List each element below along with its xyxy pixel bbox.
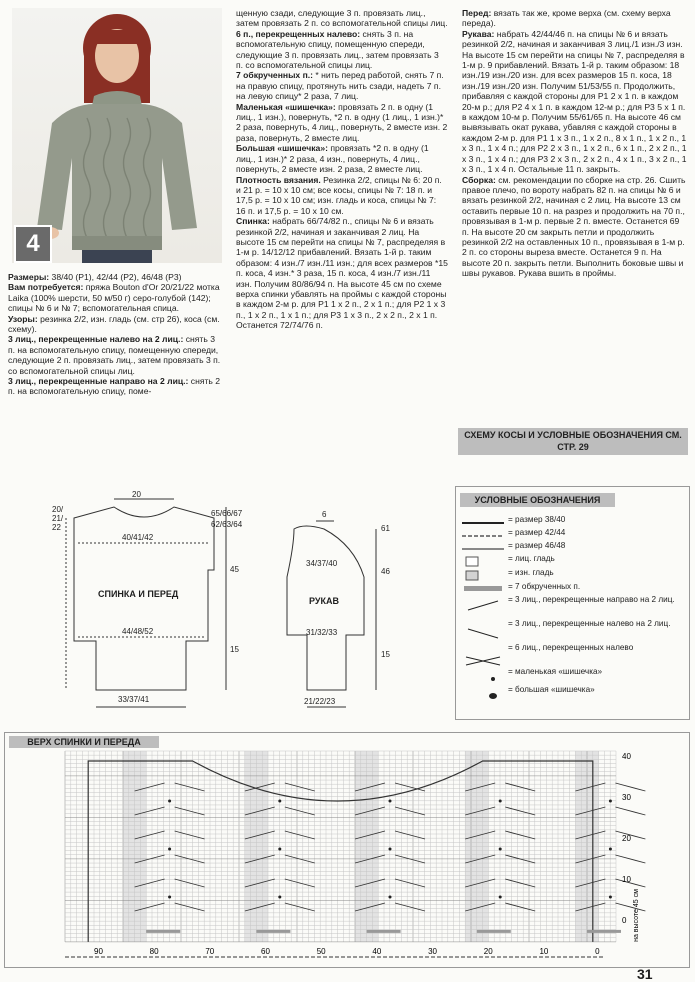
sleeve-top: 6 — [322, 510, 327, 519]
cable-cross-mark — [285, 903, 315, 911]
scheme-reference-text: СХЕМУ КОСЫ И УСЛОВНЫЕ ОБОЗНАЧЕНИЯ СМ. СТР. 29 — [464, 430, 682, 452]
cable-cross-mark — [395, 831, 425, 839]
paragraph-text: набрать 42/44/46 п. на спицы № 6 и вязать резинкой 2/2, начиная и заканчивая 3 лиц./1 изн./3 изн. На высоте 15 см перейти на спицы № 7, распределяя в 1-м р. 9 прибавлений. Вязать 1-й р. таким образом: 18 изн./19 изн./20 изн. для всех размеров 15 п. коса, 18 изн./19 изн./20 изн. Получим 51/53/55 п. Продолжить, прибавляя с каждой стороны для P1 2 х 1 п. в каждом 20-м р.; для P2 4 х 1 п. в каждом 12-м р.; для P3 5 х 1 п. в каждом 10-м р. Получим 55/61/65 п. На высоте 46 см вывязывать окат рукава, убавляя с каждой стороны в каждом 2-м р. для P1 1 х 3 п., 1 х 2 п., 8 х 1 п., 1 х 2 п., 1 х 3 п., 1 х 4 п.; для P2 2 х 3 п., 1 х 2 п., 6 х 1 п., 2 х 2 п., 1 х 3 п., 1 х 4 п.; для P3 2 х 3 п., 2 х 2 п., 4 х 1 п., 3 х 2 п., 1 х 3 п., 1 х 4 п. Остальные 11 п. закрыть. — [462, 28, 687, 175]
paragraph — [462, 8, 687, 29]
cable-cross-mark — [175, 831, 205, 839]
cable-cross-mark — [505, 831, 535, 839]
legend-item: = 3 лиц., перекрещенные налево на 2 лиц. — [508, 619, 671, 628]
paragraph-text: провязать *2 п. в одну (1 лиц., 1 изн.)* 2 раза, 4 изн., повернуть, 4 лиц., повернуть, 2 вместе изн. 2 раза, 2 вместе лиц. — [236, 143, 429, 175]
x-tick-label: 60 — [261, 946, 270, 956]
legend-item: = лиц. гладь — [508, 554, 555, 563]
legend-item: = размер 42/44 — [508, 528, 566, 537]
paragraph — [236, 8, 448, 29]
paragraph-heading: Вам потребуется: — [8, 282, 84, 293]
y-tick-label: 30 — [622, 793, 631, 802]
cable-cross-mark — [175, 807, 205, 815]
wrapped-stitches-mark — [477, 930, 511, 933]
paragraph — [8, 376, 221, 397]
body-shoulder-drop: 20/ 21/ 22 — [52, 505, 64, 532]
cable-cross-mark — [615, 783, 645, 791]
paragraph-heading: Спинка: — [236, 216, 270, 227]
paragraph — [236, 102, 448, 144]
bobble-mark — [389, 848, 392, 851]
bobble-mark — [278, 800, 281, 803]
chart-panel — [4, 732, 690, 968]
paragraph-text: 38/40 (P1), 42/44 (P2), 46/48 (P3) — [49, 272, 182, 282]
cable-cross-mark — [505, 879, 535, 887]
bobble-mark — [609, 896, 612, 899]
paragraph-text: снять 3 п. на вспомогательную спицу, помещенную спереди, следующие 3 п. провязать лиц., затем провязать 3 п. со вспомогательной спицы лиц. — [236, 28, 439, 71]
paragraph — [462, 175, 687, 279]
paragraph-text: щенную сзади, следующие 3 п. провязать лиц., затем провязать 2 п. со вспомогательной спицы лиц. — [236, 8, 448, 29]
legend-title: УСЛОВНЫЕ ОБОЗНАЧЕНИЯ — [460, 493, 615, 507]
height-note: на высоте 45 см — [633, 889, 640, 942]
paragraph-text: набрать 66/74/82 п., спицы № 6 и вязать резинкой 2/2, начиная и заканчивая 2 лиц. На высоте 15 см перейти на спицы № 7, распределяя в 1-м р. 14/12/12 прибавлений. Вязать 1-й р. таким образом: 4 изн./7 изн./11 изн.; для всех размеров *15 п. коса, 4 изн.* 3 раза, 15 п. коса, 4 изн./7 изн./11 изн. Получим 80/86/94 п. На высоте 45 см по схеме верха спинки убавлять на проймы с каждой стороны в каждом 2-м р. для P1 1 х 2 п., 2 х 1 п.; для P2 1 х 3 п., 1 х 2 п., 1 х 1 п.; для P3 1 х 3 п., 2 х 2 п., 2 х 1 п. Останется 72/74/76 п. — [236, 216, 448, 331]
bobble-mark — [168, 896, 171, 899]
paragraph — [236, 143, 448, 174]
paragraph-heading: Перед: — [462, 8, 492, 18]
legend-item: = 7 обкрученных п. — [508, 582, 581, 591]
paragraph-heading: Большая «шишечка»: — [236, 143, 328, 154]
paragraph-text: см. рекомендации по сборке на стр. 26. Сшить правое плечо, по вороту набрать 82 п. на спицы № 6 и вязать резинкой 2/2, начиная с 2 лиц. На высоте 13 см оставить первые 10 п. на разрез и продолжить на 70 п., провязывая в 1-м р. первые 2 п. вместе. Останется 69 п. На высоте 20 см закрыть петли и продолжить резинкой 2/2 на оставленных 10 п., провязывая в 1-м р. 2 п. со стороны выреза вместе. Останется 9 п. На высоте 20 п. закрыть петли. Выполнить боковые швы и швы рукавов. Рукава вшить в проймы. — [462, 174, 686, 279]
paragraph — [236, 70, 448, 101]
cable-cross-mark — [175, 879, 205, 887]
paragraph-text: провязать 2 п. в одну (1 лиц., 1 изн.), повернуть, *2 п. в одну (1 лиц., 1 изн.)* 2 раза, повернуть, 4 лиц., повернуть, 2 вместе изн. 2 раза, повернуть, 2 вместе лиц. — [236, 101, 448, 143]
paragraph-heading: Маленькая «шишечка»: — [236, 101, 336, 112]
paragraph-heading: Рукава: — [462, 28, 495, 39]
cable-cross-mark — [175, 903, 205, 911]
chart-gridlines — [65, 751, 616, 942]
bobble-mark — [499, 896, 502, 899]
bobble-mark — [278, 896, 281, 899]
sleeve-label: РУКАВ — [309, 596, 339, 606]
sleeve-rib-width: 21/22/23 — [304, 697, 336, 706]
x-tick-label: 30 — [428, 946, 437, 956]
body-label: СПИНКА И ПЕРЕД — [98, 589, 179, 599]
x-tick-label: 20 — [483, 946, 493, 956]
cable-cross-mark — [615, 807, 645, 815]
paragraph-text: снять 3 п. на вспомогательную спицу, помещенную спереди, следующие 2 п. провязать лиц., затем провязать 3 п. со вспомогательной спицы лиц. — [8, 334, 221, 376]
paragraph-text: пряжа Bouton d'Or 20/21/22 мотка Laika (100% шерсти, 50 м/50 г) серо-голубой (142); спицы № 6 и № 7; вспомогательная спица. — [8, 282, 220, 314]
bobble-mark — [168, 848, 171, 851]
body-rib-width: 33/37/41 — [118, 695, 150, 704]
legend-item: = маленькая «шишечка» — [508, 667, 603, 676]
paragraph-heading: Сборка: — [462, 174, 496, 185]
chart-grid — [5, 733, 689, 967]
bobble-mark — [609, 848, 612, 851]
x-tick-label: 10 — [539, 946, 549, 956]
sleeve-height-1: 61 — [381, 524, 390, 533]
body-height-3: 45 — [230, 565, 239, 574]
cable-cross-mark — [285, 879, 315, 887]
text-column-1 — [8, 272, 221, 397]
cable-cross-mark — [285, 831, 315, 839]
legend-item: = размер 46/48 — [508, 541, 566, 550]
paragraph-heading: Плотность вязания. — [236, 174, 321, 185]
cable-cross-mark — [505, 903, 535, 911]
bobble-mark — [499, 848, 502, 851]
bobble-mark — [389, 896, 392, 899]
legend-item: = 3 лиц., перекрещенные направо на 2 лиц. — [508, 595, 675, 604]
body-height-4: 15 — [230, 645, 239, 654]
legend-item: = изн. гладь — [508, 568, 554, 577]
x-tick-label: 70 — [205, 946, 215, 956]
paragraph-heading: 7 обкрученных п.: — [236, 70, 314, 81]
pattern-number-badge: 4 — [14, 225, 52, 263]
paragraph — [8, 282, 221, 313]
paragraph-text: снять 2 п. на вспомогательную спицу, поме- — [8, 376, 221, 397]
x-tick-label: 40 — [372, 946, 382, 956]
x-tick-label: 50 — [316, 946, 326, 956]
body-height-2: 62/63/64 — [211, 520, 243, 529]
cable-cross-mark — [395, 879, 425, 887]
cable-cross-mark — [505, 807, 535, 815]
paragraph — [8, 272, 221, 282]
sleeve-lower-width: 31/32/33 — [306, 628, 338, 637]
paragraph-heading: Размеры: — [8, 272, 50, 282]
cable-cross-mark — [615, 903, 645, 911]
bobble-mark — [389, 800, 392, 803]
paragraph-heading: 3 лиц., перекрещенные налево на 2 лиц.: — [8, 334, 184, 345]
bobble-mark — [168, 800, 171, 803]
cable-cross-mark — [395, 807, 425, 815]
paragraph-text: вязать так же, кроме верха (см. схему верха переда). — [462, 8, 671, 29]
legend-symbols — [460, 515, 506, 715]
paragraph — [8, 334, 221, 376]
y-tick-label: 0 — [622, 916, 627, 925]
text-column-2 — [236, 8, 448, 331]
paragraph-heading: Узоры: — [8, 313, 38, 324]
legend-item: = размер 38/40 — [508, 515, 566, 524]
y-tick-label: 40 — [622, 752, 631, 761]
paragraph-text: резинка 2/2, изн. гладь (см. стр 26), коса (см. схему). — [8, 313, 220, 335]
y-tick-label: 20 — [622, 834, 631, 843]
bobble-mark — [278, 848, 281, 851]
paragraph — [462, 29, 687, 175]
chart-title: ВЕРХ СПИНКИ И ПЕРЕДА — [9, 736, 159, 748]
cable-cross-mark — [285, 807, 315, 815]
paragraph — [8, 314, 221, 335]
paragraph — [236, 175, 448, 217]
text-column-3 — [462, 8, 687, 279]
sleeve-upper-width: 34/37/40 — [306, 559, 338, 568]
cable-cross-mark — [395, 903, 425, 911]
wrapped-stitches-mark — [367, 930, 401, 933]
paragraph-heading: 6 п., перекрещенных налево: — [236, 28, 361, 39]
body-top-width: 40/41/42 — [122, 533, 154, 542]
x-tick-label: 90 — [94, 946, 103, 956]
legend-item: = 6 лиц., перекрещенных налево — [508, 643, 634, 652]
body-bottom-width: 44/48/52 — [122, 627, 154, 636]
legend-panel — [455, 486, 690, 720]
y-tick-label: 10 — [622, 875, 631, 884]
paragraph-text: * нить перед работой, снять 7 п. на правую спицу, протянуть нить сзади, надеть 7 п. на левую спицу* 2 раза, 7 лиц. — [236, 70, 444, 102]
wrapped-stitches-mark — [587, 930, 621, 933]
paragraph — [236, 29, 448, 71]
sleeve-height-2: 46 — [381, 567, 390, 576]
scheme-reference-box — [458, 428, 688, 455]
wrapped-stitches-mark — [146, 930, 180, 933]
legend-item: = большая «шишечка» — [508, 685, 595, 694]
paragraph — [236, 216, 448, 330]
bobble-mark — [609, 800, 612, 803]
schematics-panel — [4, 485, 437, 715]
sleeve-height-3: 15 — [381, 650, 390, 659]
body-neck-width: 20 — [132, 490, 141, 499]
cable-cross-mark — [615, 855, 645, 863]
body-height-1: 65/66/67 — [211, 509, 243, 518]
legend-items — [508, 515, 686, 715]
paragraph-text: Резинка 2/2, спицы № 6: 20 п. и 21 р. = 10 х 10 см; все косы, спицы № 7: 18 п. и 17,5 р. = 10 х 10 см; изн. гладь и коса, спицы № 7: 16 п. и 17,5 р. = 10 х 10 см. — [236, 174, 442, 216]
x-tick-label: 0 — [595, 946, 600, 956]
bobble-mark — [499, 800, 502, 803]
x-tick-label: 80 — [149, 946, 159, 956]
paragraph-heading: 3 лиц., перекрещенные направо на 2 лиц.: — [8, 376, 189, 387]
page-number: 31 — [637, 966, 653, 982]
wrapped-stitches-mark — [256, 930, 290, 933]
